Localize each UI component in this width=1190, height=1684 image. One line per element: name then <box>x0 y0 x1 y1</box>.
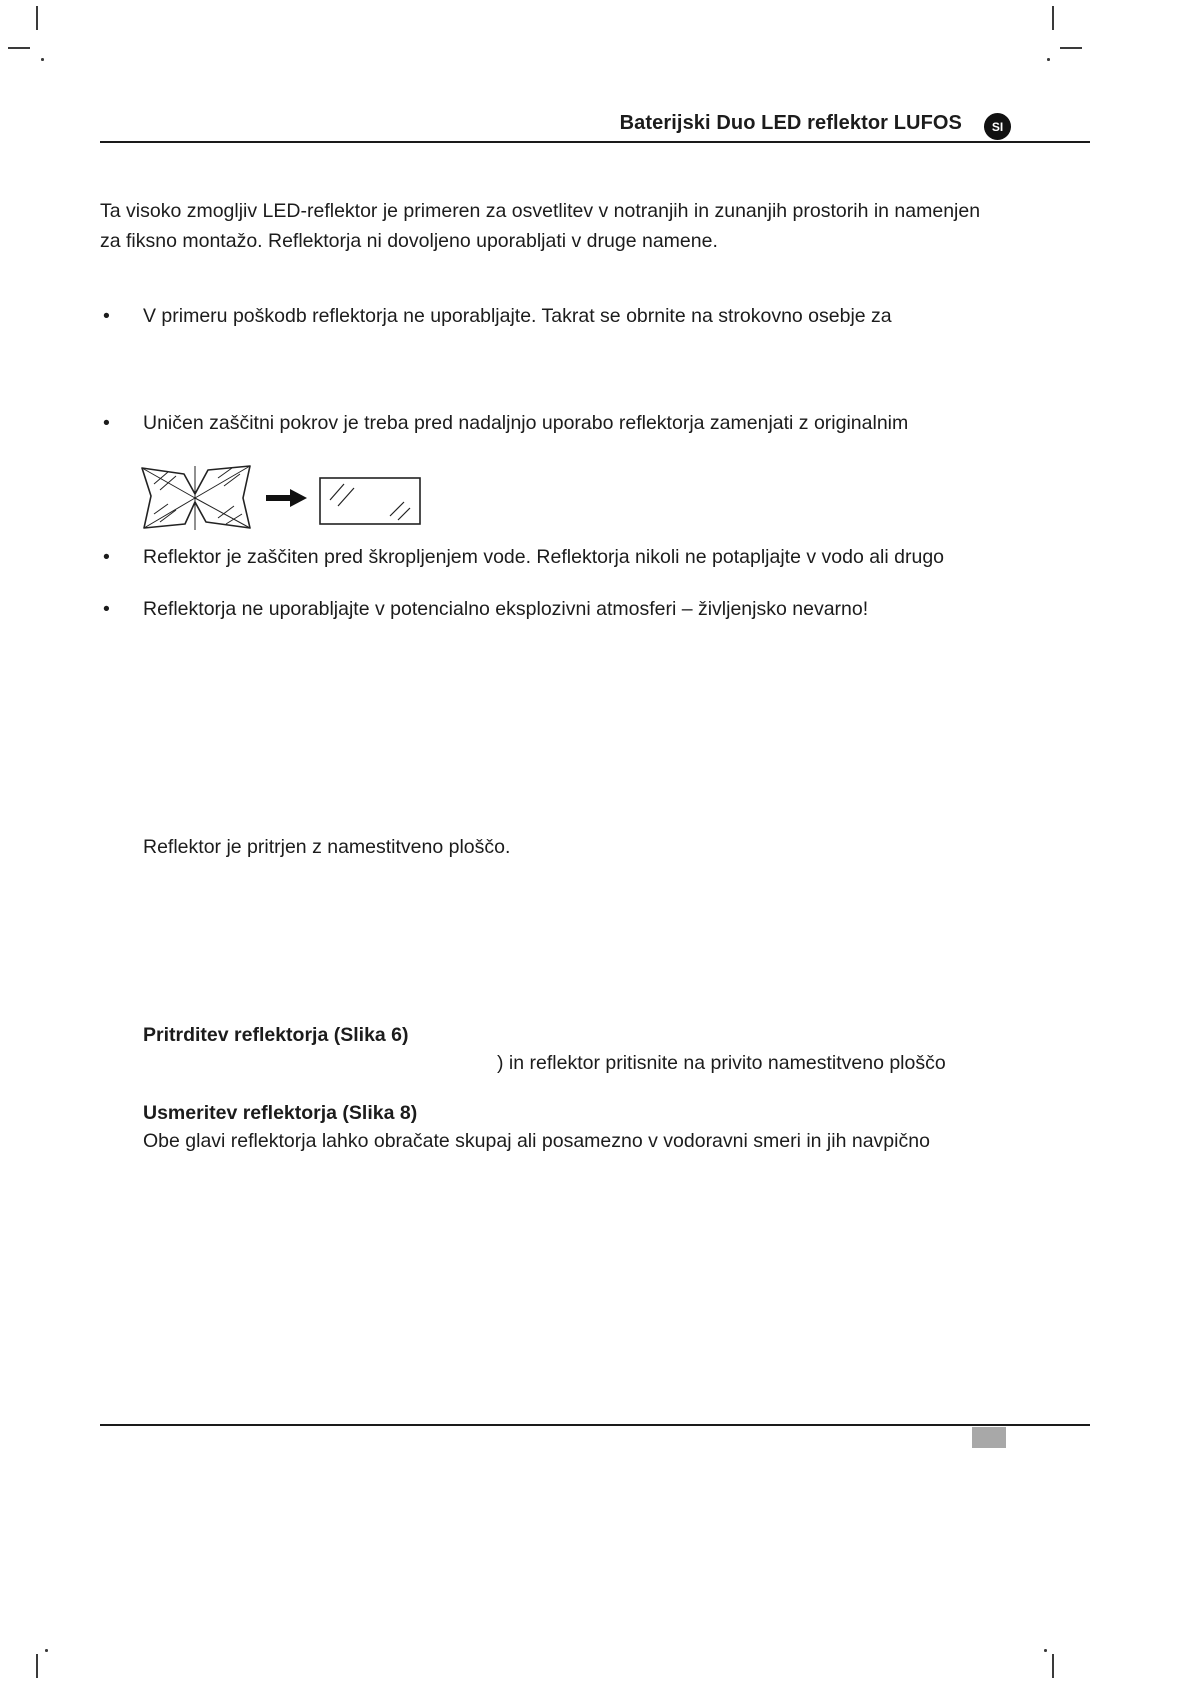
crop-mark-dot <box>41 58 44 61</box>
section-heading-orientation: Usmeritev reflektorja (Slika 8) <box>143 1102 418 1124</box>
crop-mark-top-left-vertical <box>36 6 38 30</box>
list-item: • Reflektor je zaščiten pred škropljenjem vode. Reflektorja nikoli ne potapljajte v vodo ali drugo <box>143 544 1103 571</box>
footer-rule <box>100 1424 1090 1426</box>
intro-paragraph: Ta visoko zmogljiv LED-reflektor je primeren za osvetlitev v notranjih in zunanjih prostorih in namenjen za fiksno montažo. Reflektorja ni dovoljeno uporabljati v druge namene. <box>100 200 981 252</box>
crop-mark-dot <box>45 1649 48 1652</box>
broken-glass-icon <box>142 466 250 530</box>
section-body-orientation: Obe glavi reflektorja lahko obračate skupaj ali posamezno v vodoravni smeri in jih navpično <box>143 1130 930 1152</box>
crop-mark-dot <box>1044 1649 1047 1652</box>
crop-mark-top-right-vertical <box>1052 6 1054 30</box>
crop-mark-bottom-right-vertical <box>1052 1654 1054 1678</box>
crop-mark-top-right-horizontal <box>1060 47 1082 49</box>
list-item: • V primeru poškodb reflektorja ne uporabljajte. Takrat se obrnite na strokovno osebje za <box>143 303 1103 330</box>
crop-mark-bottom-left-vertical <box>36 1654 38 1678</box>
footer-page-marker <box>972 1427 1006 1448</box>
list-item: • Reflektorja ne uporabljajte v potencialno eksplozivni atmosferi – življenjsko nevarno! <box>143 596 1103 623</box>
list-item: • Uničen zaščitni pokrov je treba pred nadaljnjo uporabo reflektorja zamenjati z originalnim <box>143 410 1103 437</box>
glass-pane-icon <box>320 478 420 524</box>
crop-mark-dot <box>1047 58 1050 61</box>
mounting-note: Reflektor je pritrjen z namestitveno ploščo. <box>143 836 511 858</box>
arrow-right-icon <box>266 489 307 507</box>
replace-cover-figure <box>138 462 428 538</box>
language-badge: SI <box>984 113 1011 140</box>
header-rule <box>100 141 1090 143</box>
crop-mark-top-left-horizontal <box>8 47 30 49</box>
section-body-fastening: ) in reflektor pritisnite na privito namestitveno ploščo <box>497 1052 946 1074</box>
section-heading-fastening: Pritrditev reflektorja (Slika 6) <box>143 1024 409 1046</box>
page-title: Baterijski Duo LED reflektor LUFOS <box>619 112 962 134</box>
